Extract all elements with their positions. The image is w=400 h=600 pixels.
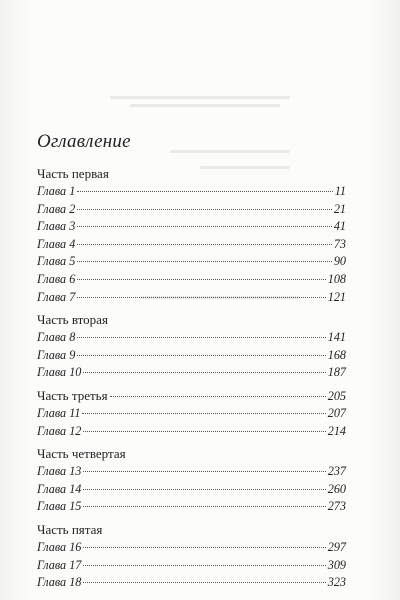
toc-entry (37, 271, 346, 289)
toc-entry (37, 574, 346, 592)
toc-entry (37, 557, 346, 575)
dot-leader (83, 565, 325, 566)
dot-leader (77, 279, 325, 280)
chapter-page-number: 207 (327, 405, 346, 420)
toc-entry (37, 289, 346, 307)
toc-entry (37, 405, 346, 423)
chapter-page-number: 214 (327, 423, 346, 438)
chapter-label: Глава 18 (37, 575, 82, 590)
chapter-page-number: 21 (333, 201, 346, 216)
part-title: Часть третья (37, 387, 108, 403)
chapter-label: Глава 7 (37, 289, 76, 304)
chapter-label: Глава 11 (37, 405, 81, 420)
dot-leader (77, 297, 325, 298)
dot-leader (83, 431, 325, 432)
toc-entry (37, 218, 346, 236)
chapter-label: Глава 12 (37, 423, 82, 438)
part-title: Часть пятая (37, 521, 103, 537)
chapter-label: Глава 15 (37, 499, 82, 514)
dot-leader (77, 209, 332, 210)
dot-leader (110, 396, 326, 397)
toc-entry (37, 236, 346, 254)
dot-leader (83, 489, 325, 490)
toc-entry (37, 183, 346, 201)
chapter-page-number: 90 (333, 254, 346, 269)
table-of-contents (37, 130, 346, 592)
chapter-page-number: 260 (327, 481, 346, 496)
chapter-label: Глава 3 (37, 219, 76, 234)
dot-leader (77, 355, 325, 356)
chapter-page-number: 108 (327, 271, 346, 286)
dot-leader (77, 226, 332, 227)
dot-leader (82, 413, 325, 414)
dot-leader (83, 471, 325, 472)
chapter-label: Глава 13 (37, 464, 82, 479)
chapter-label: Глава 16 (37, 539, 82, 554)
chapter-page-number: 187 (327, 365, 346, 380)
show-through-line (130, 104, 280, 107)
dot-leader (77, 261, 332, 262)
chapter-page-number: 309 (327, 557, 346, 572)
chapter-label: Глава 2 (37, 201, 76, 216)
toc-entry (37, 364, 346, 382)
chapter-label: Глава 4 (37, 236, 76, 251)
dot-leader (83, 547, 325, 548)
chapter-page-number: 11 (334, 184, 346, 198)
part-title: Часть первая (37, 166, 109, 181)
show-through-line (110, 96, 290, 99)
chapter-label: Глава 10 (37, 365, 82, 380)
chapter-label: Глава 5 (37, 254, 76, 269)
toc-entry (37, 347, 346, 365)
chapter-page-number: 41 (333, 219, 346, 234)
toc-entry (37, 329, 346, 347)
chapter-label: Глава 9 (37, 347, 76, 362)
chapter-page-number: 168 (327, 347, 346, 362)
dot-leader (77, 337, 325, 338)
chapter-label: Глава 8 (37, 330, 76, 345)
dot-leader (83, 372, 325, 373)
toc-entry (37, 423, 346, 441)
part-heading (37, 387, 346, 405)
part-page-number: 205 (327, 388, 346, 403)
part-title: Часть четвертая (37, 446, 126, 462)
toc-entry (37, 463, 346, 481)
chapter-page-number: 73 (333, 236, 346, 251)
chapter-page-number: 273 (327, 499, 346, 514)
chapter-page-number: 323 (327, 575, 346, 590)
chapter-label: Глава 1 (37, 184, 76, 198)
toc-entry (37, 201, 346, 219)
toc-title: Оглавление (37, 131, 131, 152)
chapter-page-number: 237 (327, 464, 346, 479)
toc-body (37, 165, 346, 592)
toc-entry (37, 539, 346, 557)
dot-leader (77, 191, 332, 192)
chapter-label: Глава 14 (37, 481, 82, 496)
dot-leader (77, 244, 332, 245)
chapter-label: Глава 17 (37, 557, 82, 572)
toc-entry (37, 481, 346, 499)
toc-entry (37, 498, 346, 516)
toc-entry (37, 253, 346, 271)
chapter-page-number: 121 (327, 289, 346, 304)
part-title: Часть вторая (37, 312, 108, 328)
dot-leader (83, 582, 325, 583)
chapter-label: Глава 6 (37, 271, 76, 286)
chapter-page-number: 297 (327, 539, 346, 554)
chapter-page-number: 141 (327, 330, 346, 345)
dot-leader (83, 506, 325, 507)
